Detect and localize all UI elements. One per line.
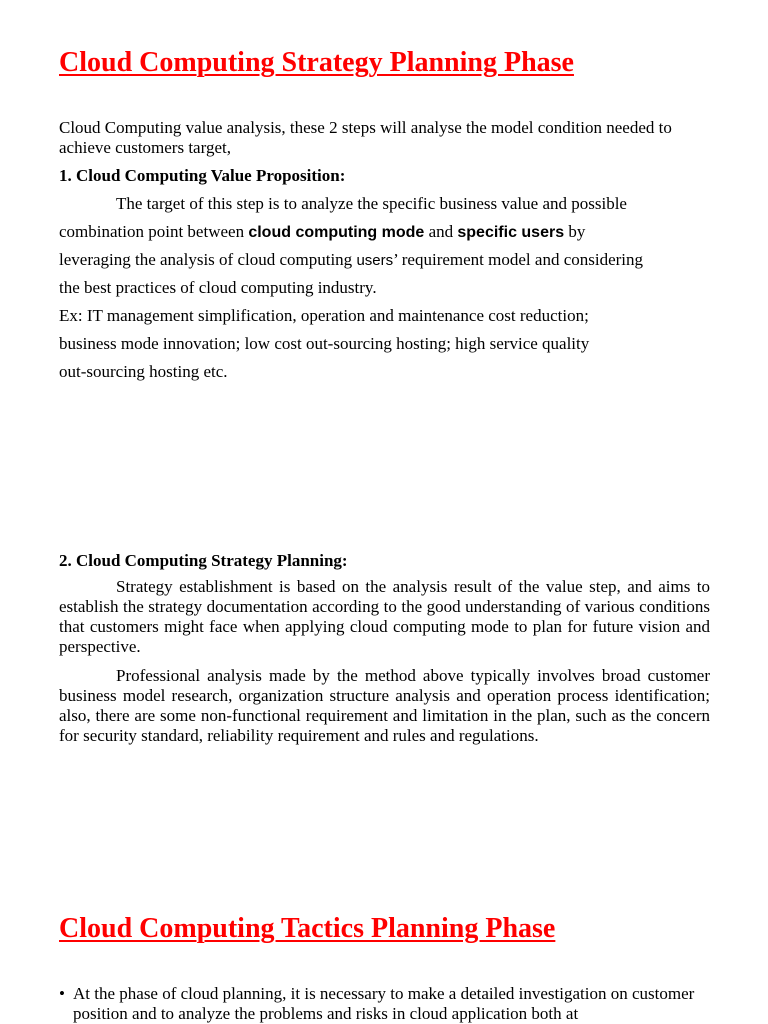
value-proposition-body bbox=[59, 190, 710, 386]
strategy-planning-heading: 2. Cloud Computing Strategy Planning: bbox=[59, 551, 348, 570]
text-run: by bbox=[564, 222, 586, 241]
strategy-planning-paragraph-2 bbox=[59, 666, 710, 746]
text-run: ’ requirement model and considering bbox=[393, 250, 644, 269]
value-proposition-line bbox=[59, 218, 710, 246]
strategy-planning-text: Professional analysis made by the method above typically involves broad customer business model research, organization structure analysis and operation process identification; also, there are some non-functional requirement and limitation in the plan, such as the concern for security standard, reliability requirement and rules and regulations. bbox=[59, 666, 710, 745]
value-proposition-line bbox=[59, 246, 710, 274]
strategy-planning-paragraph-1 bbox=[59, 577, 710, 657]
list-item-text: At the phase of cloud planning, it is necessary to make a detailed investigation on customer position and to analyze the problems and risks in cloud application both at bbox=[73, 984, 695, 1023]
strategy-planning-text: Strategy establishment is based on the analysis result of the value step, and aims to establish the strategy documentation according to the good understanding of various conditions that customers might face when applying cloud computing mode to plan for future vision and perspective. bbox=[59, 577, 710, 656]
example-line: out-sourcing hosting etc. bbox=[59, 362, 228, 381]
text-run: leveraging the analysis of cloud computing bbox=[59, 250, 357, 269]
tactics-bullet-list bbox=[59, 984, 710, 1024]
value-proposition-heading: 1. Cloud Computing Value Proposition: bbox=[59, 166, 346, 185]
strategy-phase-title: Cloud Computing Strategy Planning Phase bbox=[59, 47, 574, 78]
tactics-phase-title: Cloud Computing Tactics Planning Phase bbox=[59, 913, 556, 944]
text-run: combination point between bbox=[59, 222, 249, 241]
list-item bbox=[59, 984, 710, 1024]
emphasis-specific-users: specific users bbox=[457, 224, 565, 241]
bullet-icon: • bbox=[59, 984, 65, 1003]
example-line: business mode innovation; low cost out-sourcing hosting; high service quality bbox=[59, 334, 590, 353]
text-run: and bbox=[424, 222, 458, 241]
emphasis-users: users bbox=[356, 252, 394, 269]
intro-paragraph: Cloud Computing value analysis, these 2 steps will analyse the model condition needed to achieve customers target, bbox=[59, 118, 672, 157]
value-proposition-line: the best practices of cloud computing industry. bbox=[59, 278, 377, 297]
example-line: Ex: IT management simplification, operation and maintenance cost reduction; bbox=[59, 306, 589, 325]
emphasis-cloud-computing-mode: cloud computing mode bbox=[248, 224, 425, 241]
value-proposition-line: The target of this step is to analyze the specific business value and possible bbox=[116, 194, 627, 213]
